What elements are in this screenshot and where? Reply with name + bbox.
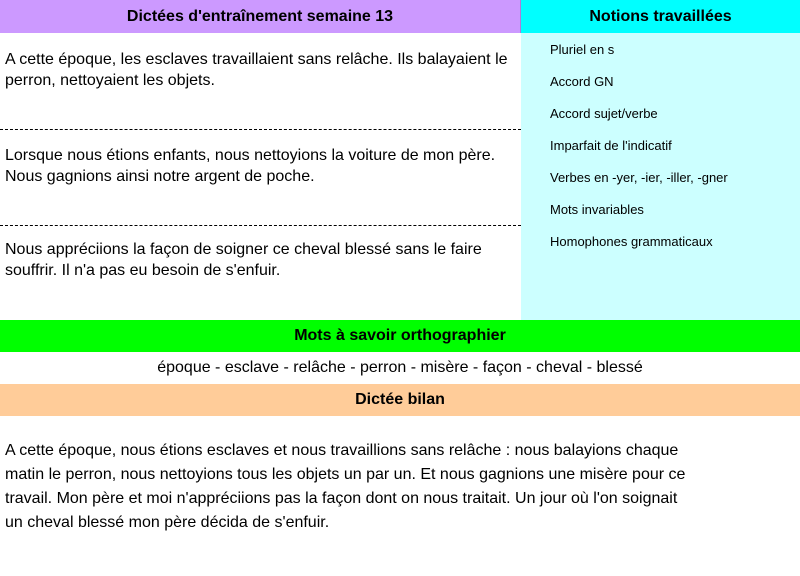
notion-item: Homophones grammaticaux (550, 234, 713, 249)
bilan-line: un cheval blessé mon père décida de s'enfuir. (5, 514, 330, 531)
bilan-header (0, 384, 800, 416)
dictee-1-text: A cette époque, les esclaves travaillaient sans relâche. Ils balayaient le perron, nettoyaient les objets. (5, 51, 508, 89)
bilan-line: matin le perron, nous nettoyions tous les objets un par un. Et nous gagnions une misère pour ce (5, 466, 686, 483)
dictee-1 (0, 33, 521, 129)
dictee-3 (0, 225, 521, 320)
bilan-text (0, 416, 800, 576)
worksheet-title (0, 0, 521, 33)
notion-item: Accord GN (550, 74, 614, 89)
bilan-line: travail. Mon père et moi n'appréciions pas la façon dont on nous traitait. Un jour où l'on soignait (5, 490, 678, 507)
notion-item: Verbes en -yer, -ier, -iller, -gner (550, 170, 728, 185)
notions-header (521, 0, 800, 33)
notion-item: Mots invariables (550, 202, 644, 217)
dictee-2 (0, 129, 521, 225)
notion-item: Accord sujet/verbe (550, 106, 658, 121)
notion-item: Imparfait de l'indicatif (550, 138, 672, 153)
mots-list (0, 352, 800, 384)
bilan-line: A cette époque, nous étions esclaves et nous travaillions sans relâche : nous balayions chaque (5, 442, 679, 459)
mots-header-text: Mots à savoir orthographier (294, 327, 506, 344)
notions-header-text: Notions travaillées (589, 7, 732, 25)
dictee-2-text: Lorsque nous étions enfants, nous nettoyions la voiture de mon père. Nous gagnions ainsi notre argent de poche. (5, 147, 496, 185)
worksheet-title-text: Dictées d'entraînement semaine 13 (126, 7, 394, 25)
notion-item: Pluriel en s (550, 42, 615, 57)
notions-list (521, 33, 800, 320)
bilan-header-text: Dictée bilan (355, 391, 445, 408)
mots-list-text: époque - esclave - relâche - perron - misère - façon - cheval - blessé (157, 359, 643, 376)
mots-header (0, 320, 800, 352)
dictee-3-text: Nous appréciions la façon de soigner ce cheval blessé sans le faire souffrir. Il n'a pas eu besoin de s'enfuir. (5, 241, 482, 279)
